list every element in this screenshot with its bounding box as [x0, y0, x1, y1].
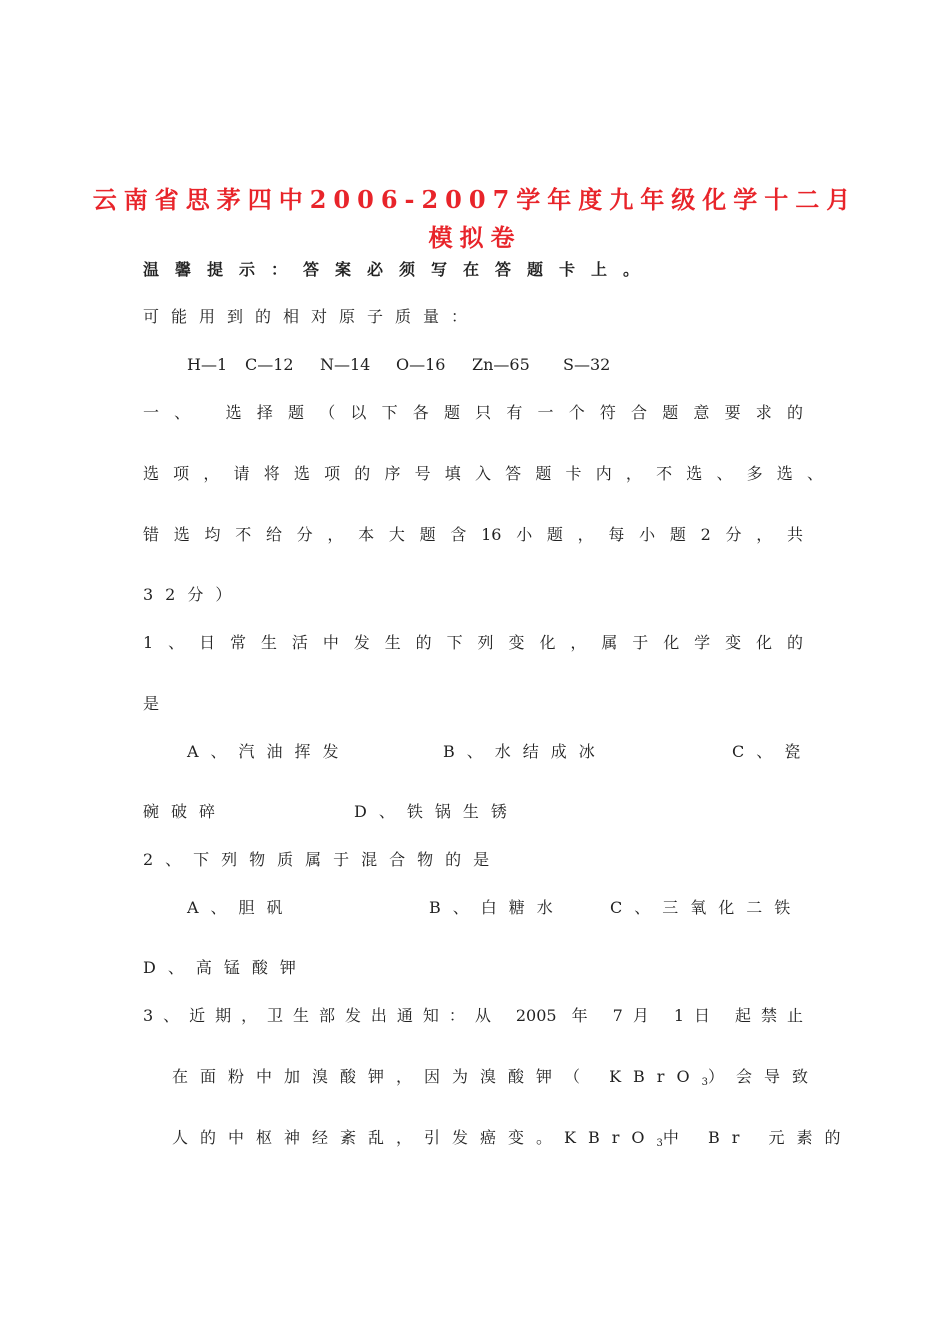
atomic-mass-o: O—16: [396, 355, 446, 374]
q1-stem-line1: 1、日常生活中发生的下列变化，属于化学变化的: [143, 633, 803, 652]
q3-line1: 3、近期，卫生部发出通知：从 2005 年 7月 1日 起禁止: [143, 1006, 803, 1025]
q2-option-a: A、胆矾: [187, 898, 295, 917]
section1-line3: 错选均不给分，本大题含16小题，每小题2分，共: [143, 525, 803, 544]
q1-stem-line2: 是: [143, 694, 160, 713]
atomic-mass-label: 可能用到的相对原子质量：: [143, 307, 480, 326]
atomic-mass-c: C—12: [245, 355, 294, 374]
q1-option-d: D、铁锅生锈: [354, 802, 519, 821]
q1-option-c: C、瓷: [732, 742, 813, 761]
document-title-line1: 云南省思茅四中2006-2007学年度九年级化学十二月: [92, 185, 858, 214]
q1-option-c-continued: 碗破碎: [143, 802, 228, 821]
atomic-mass-s: S—32: [563, 355, 611, 374]
q1-option-a: A、汽油挥发: [187, 742, 351, 761]
q3-line2-subscript: 3: [701, 1077, 708, 1088]
q2-option-c: C、三氧化二铁: [610, 898, 803, 917]
section1-line2: 选项，请将选项的序号填入答题卡内，不选、多选、: [143, 464, 823, 483]
q1-option-b: B、水结成冰: [443, 742, 607, 761]
q3-line3-text-end: 中 Br 元素的: [662, 1128, 853, 1147]
q3-line3: [172, 1128, 853, 1154]
exam-tip: 温馨提示：答案必须写在答题卡上。: [143, 260, 656, 279]
q3-line3-subscript: 3: [656, 1138, 663, 1149]
q2-stem: 2、下列物质属于混合物的是: [143, 850, 502, 869]
q3-line2-text-end: ）会导致: [707, 1067, 820, 1086]
atomic-mass-n: N—14: [320, 355, 371, 374]
q3-line2-text: 在面粉中加溴酸钾，因为溴酸钾（ KBrO: [172, 1067, 702, 1086]
q3-line3-text: 人的中枢神经紊乱，引发癌变。KBrO: [172, 1128, 657, 1147]
q2-option-b: B、白糖水: [429, 898, 565, 917]
atomic-mass-zn: Zn—65: [472, 355, 530, 374]
section1-line1: 一、 选择题（以下各题只有一个符合题意要求的: [143, 403, 803, 422]
q2-option-d: D、高锰酸钾: [143, 958, 308, 977]
section1-line4: 32分）: [143, 585, 244, 604]
atomic-mass-h: H—1: [187, 355, 228, 374]
document-title-line2: 模拟卷: [428, 223, 522, 252]
q3-line2: [172, 1067, 820, 1093]
